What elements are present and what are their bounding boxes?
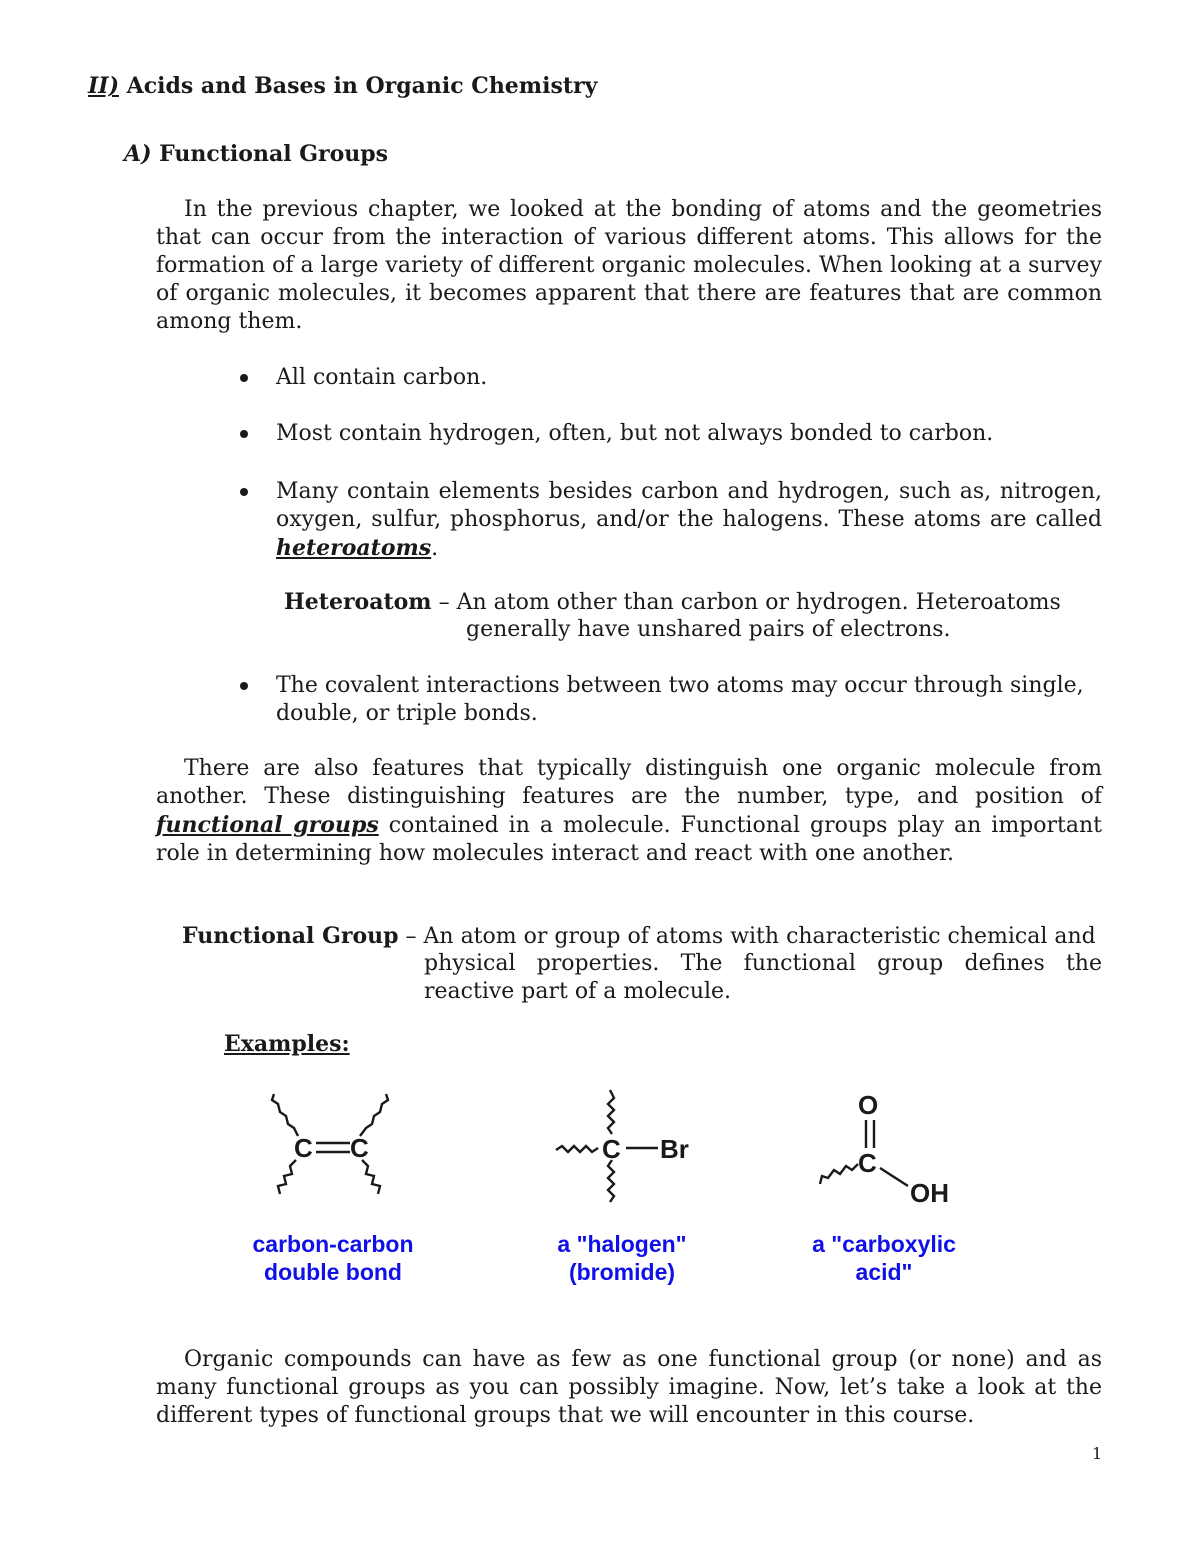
- bullet-text-end: .: [431, 536, 439, 561]
- functional-groups-term: functional groups: [156, 812, 379, 838]
- examples-structures: [0, 1080, 1200, 1210]
- functional-group-def-line1: An atom or group of atoms with characteristic chemical and: [423, 924, 1096, 949]
- section-title: Acids and Bases in Organic Chemistry: [126, 73, 598, 99]
- bullet-dot: [240, 682, 248, 690]
- bullet-dot: [240, 374, 248, 382]
- wavy-bond: [608, 1160, 614, 1202]
- heteroatom-def-line2: generally have unshared pairs of electrons.: [466, 617, 951, 642]
- caption-line: (bromide): [568, 1259, 676, 1285]
- functional-group-def-rest: physical properties. The functional group defines the reactive part of a molecule.: [424, 951, 1102, 1004]
- heteroatom-term: Heteroatom: [284, 589, 432, 615]
- example-caption: [492, 1230, 752, 1286]
- section-number: II): [88, 73, 119, 99]
- bullet-dot: [240, 488, 248, 496]
- paragraph-text-end: contained in a molecule. Functional groups play an important role in determining how molecules interact and react with one another.: [156, 813, 1102, 866]
- section-heading: [88, 72, 597, 100]
- closing-paragraph: Organic compounds can have as few as one functional group (or none) and as many functional groups as you can possibly imagine. Now, let’s take a look at the different types of functional groups that we will encounter in this course.: [156, 1347, 1102, 1428]
- atom-label: O: [858, 1090, 879, 1120]
- subsection-heading: [124, 140, 388, 168]
- wavy-bond: [360, 1094, 388, 1136]
- bullet-item: [276, 478, 1102, 563]
- heteroatoms-term: heteroatoms: [276, 535, 432, 561]
- intro-paragraph: In the previous chapter, we looked at the bonding of atoms and the geometries that can occur from the interaction of various different atoms. This allows for the formation of a large variety of different organic molecules. When looking at a survey of organic molecules, it becomes apparent that there are features that are common among them.: [156, 197, 1102, 334]
- caption-line: double bond: [264, 1259, 402, 1285]
- atom-label: C: [350, 1133, 369, 1163]
- atom-label: C: [294, 1133, 313, 1163]
- bullet-item: The covalent interactions between two atoms may occur through single, double, or triple bonds.: [276, 673, 1084, 726]
- heteroatom-def-line1: An atom other than carbon or hydrogen. Heteroatoms: [456, 590, 1061, 615]
- subsection-number: A): [124, 141, 152, 167]
- definition-dash: –: [438, 590, 450, 615]
- paragraph-text: There are also features that typically distinguish one organic molecule from another. These distinguishing features are the number, type, and position of: [156, 756, 1102, 809]
- caption-line: carbon-carbon: [252, 1231, 414, 1257]
- wavy-bond: [608, 1090, 614, 1134]
- distinguish-paragraph: [156, 755, 1102, 868]
- atom-label: C: [602, 1134, 621, 1164]
- subsection-title: Functional Groups: [159, 141, 389, 167]
- wavy-bond: [362, 1160, 380, 1194]
- wavy-bond: [272, 1094, 298, 1136]
- example-caption: [203, 1230, 463, 1286]
- page-number: 1: [1092, 1444, 1103, 1463]
- bullet-item: Most contain hydrogen, often, but not always bonded to carbon.: [276, 421, 994, 446]
- examples-label: Examples:: [224, 1031, 350, 1057]
- caption-line: a "halogen": [557, 1231, 687, 1257]
- wavy-bond: [820, 1164, 858, 1184]
- caption-line: a "carboxylic: [812, 1231, 956, 1257]
- atom-label: Br: [660, 1134, 689, 1164]
- bullet-text: Many contain elements besides carbon and hydrogen, such as, nitrogen, oxygen, sulfur, phosphorus, and/or the halogens. These atoms are called: [276, 479, 1102, 532]
- atom-label: C: [858, 1148, 877, 1178]
- functional-group-term: Functional Group: [182, 923, 399, 949]
- example-caption: [754, 1230, 1014, 1286]
- single-bond-line: [880, 1168, 908, 1186]
- wavy-bond: [556, 1146, 598, 1152]
- functional-group-definition: [182, 922, 1102, 951]
- wavy-bond: [278, 1160, 296, 1194]
- bullet-dot: [240, 430, 248, 438]
- bullet-item: All contain carbon.: [276, 365, 488, 390]
- definition-dash: –: [405, 924, 417, 949]
- heteroatom-definition: [284, 588, 1102, 617]
- atom-label: OH: [910, 1178, 949, 1208]
- caption-line: acid": [855, 1259, 913, 1285]
